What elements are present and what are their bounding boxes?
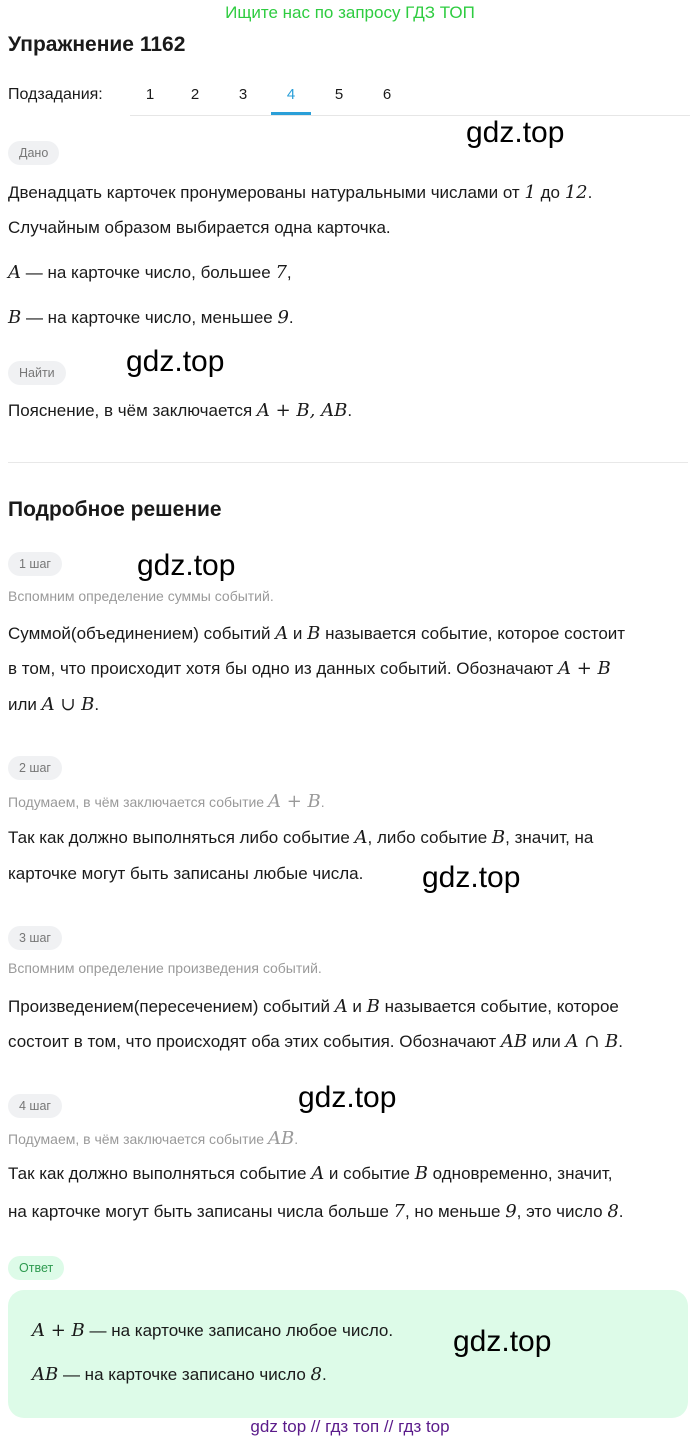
divider <box>8 462 688 463</box>
text-segment: . <box>294 1131 299 1147</box>
text-segment: . <box>288 308 294 327</box>
subtasks-label: Подзадания: <box>8 86 103 103</box>
text-line <box>8 996 619 1017</box>
math-expression: B <box>491 827 506 848</box>
math-expression: 8 <box>607 1201 619 1222</box>
math-expression: 7 <box>275 262 287 283</box>
text-segment: , либо событие <box>367 828 492 847</box>
text-segment: — на карточке записано число <box>58 1365 311 1384</box>
text-segment: и <box>288 624 308 643</box>
answer-box <box>8 1290 688 1418</box>
watermark: gdz.top <box>422 861 521 894</box>
promo-banner: Ищите нас по запросу ГДЗ ТОП <box>225 3 475 22</box>
text-segment: — на карточке записано любое число. <box>84 1321 394 1340</box>
math-expression: 8 <box>310 1364 322 1385</box>
text-segment: , <box>286 263 292 282</box>
text-segment: Вспомним определение произведения событий. <box>8 960 322 976</box>
text-segment: . <box>94 695 100 714</box>
text-segment: или <box>527 1032 566 1051</box>
math-expression: A <box>8 262 21 283</box>
text-line <box>8 307 294 328</box>
text-segment: — на карточке число, меньшее <box>21 308 278 327</box>
tab-6[interactable]: 6 <box>382 86 392 103</box>
text-line <box>8 1163 613 1184</box>
text-segment: . <box>347 401 353 420</box>
text-segment: состоит в том, что происходят оба этих события. Обозначают <box>8 1032 501 1051</box>
text-segment: Подумаем, в чём заключается событие <box>8 794 268 810</box>
text-segment: и <box>347 997 367 1016</box>
text-segment: Двенадцать карточек пронумерованы натуральными числами от <box>8 183 525 202</box>
tab-2[interactable]: 2 <box>190 86 200 103</box>
text-line <box>8 182 592 203</box>
text-line <box>8 864 363 884</box>
math-expression: A + B <box>267 791 321 812</box>
math-expression: A ∪ B <box>41 694 95 715</box>
math-expression: 7 <box>393 1201 405 1222</box>
text-line <box>8 400 352 421</box>
math-expression: A <box>275 623 289 644</box>
text-line <box>8 623 625 644</box>
tab-3[interactable]: 3 <box>238 86 248 103</box>
text-segment: и событие <box>324 1164 415 1183</box>
math-expression: A <box>311 1163 325 1184</box>
watermark: gdz.top <box>466 116 565 149</box>
text-segment: — на карточке число, большее <box>21 263 276 282</box>
footer-links[interactable]: gdz top // гдз топ // гдз top <box>250 1417 450 1436</box>
tab-4[interactable]: 4 <box>271 86 311 115</box>
math-expression: AB <box>500 1031 528 1052</box>
text-line <box>8 694 99 715</box>
text-segment: Подумаем, в чём заключается событие <box>8 1131 268 1147</box>
math-expression: 9 <box>277 307 289 328</box>
text-segment: Пояснение, в чём заключается <box>8 401 257 420</box>
page-title: Упражнение 1162 <box>8 33 186 56</box>
math-expression: B <box>414 1163 428 1184</box>
math-expression: AB <box>32 1364 59 1385</box>
math-expression: A + B <box>32 1320 85 1341</box>
tab-5[interactable]: 5 <box>334 86 344 103</box>
text-segment: до <box>535 183 565 202</box>
step-hint <box>8 588 274 604</box>
math-expression: 9 <box>505 1201 517 1222</box>
text-line <box>8 658 611 679</box>
text-segment: карточке могут быть записаны любые числа. <box>8 864 364 883</box>
text-segment: , но меньше <box>404 1202 506 1221</box>
text-segment: Произведением(пересечением) событий <box>8 997 335 1016</box>
watermark: gdz.top <box>453 1325 552 1358</box>
given-chip: Дано <box>8 141 59 165</box>
text-segment: , значит, на <box>505 828 594 847</box>
math-expression: 1 <box>524 182 536 203</box>
watermark: gdz.top <box>298 1081 397 1114</box>
text-segment: одновременно, значит, <box>427 1164 613 1183</box>
step-2-chip: 2 шаг <box>8 756 62 780</box>
text-segment: в том, что происходит хотя бы одно из данных событий. Обозначают <box>8 659 558 678</box>
text-line <box>8 1031 623 1052</box>
text-segment: называется событие, которое <box>379 997 619 1016</box>
step-hint <box>8 1128 298 1149</box>
tab-1[interactable]: 1 <box>145 86 155 103</box>
text-line <box>8 218 391 238</box>
text-line <box>8 1201 624 1222</box>
text-segment: называется событие, которое состоит <box>320 624 626 643</box>
text-segment: или <box>8 695 42 714</box>
text-segment: Случайным образом выбирается одна карточка. <box>8 218 391 237</box>
step-1-chip: 1 шаг <box>8 552 62 576</box>
text-segment: . <box>618 1202 624 1221</box>
math-expression: A <box>334 996 348 1017</box>
text-segment: на карточке могут быть записаны числа больше <box>8 1202 394 1221</box>
watermark: gdz.top <box>126 345 225 378</box>
answer-chip: Ответ <box>8 1256 64 1280</box>
text-segment: Так как должно выполняться либо событие <box>8 828 355 847</box>
math-expression: A <box>354 827 368 848</box>
math-expression: AB <box>267 1128 295 1149</box>
solution-title: Подробное решение <box>8 498 222 521</box>
text-segment: Вспомним определение суммы событий. <box>8 588 274 604</box>
text-line <box>32 1320 393 1341</box>
text-segment: . <box>320 794 325 810</box>
math-expression: A + B, AB <box>256 400 348 421</box>
text-segment: Так как должно выполняться событие <box>8 1164 312 1183</box>
text-segment: . <box>587 183 593 202</box>
text-line <box>8 262 292 283</box>
math-expression: A ∩ B <box>565 1031 619 1052</box>
step-4-chip: 4 шаг <box>8 1094 62 1118</box>
math-expression: B <box>366 996 380 1017</box>
subtask-tabs <box>130 80 690 116</box>
math-expression: B <box>307 623 321 644</box>
text-segment: Суммой(объединением) событий <box>8 624 276 643</box>
step-hint <box>8 791 325 812</box>
math-expression: B <box>8 307 22 328</box>
text-segment: , это число <box>516 1202 608 1221</box>
math-expression: A + B <box>557 658 611 679</box>
find-chip: Найти <box>8 361 66 385</box>
math-expression: 12 <box>564 182 588 203</box>
text-line <box>8 827 593 848</box>
watermark: gdz.top <box>137 549 236 582</box>
step-3-chip: 3 шаг <box>8 926 62 950</box>
text-segment: . <box>618 1032 624 1051</box>
text-segment: . <box>322 1365 327 1384</box>
step-hint <box>8 960 322 976</box>
text-line <box>32 1364 327 1385</box>
